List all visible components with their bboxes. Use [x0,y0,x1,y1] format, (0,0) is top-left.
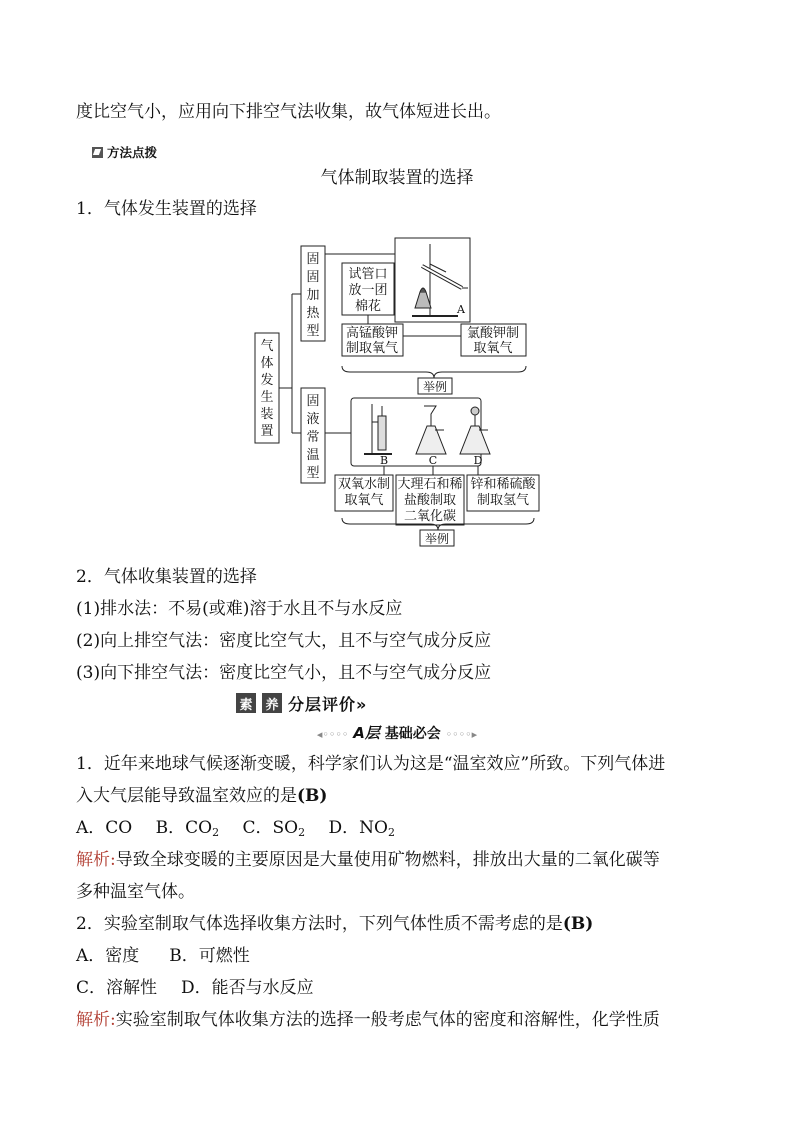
layer-right-dots: ◦◦◦◦▸ [445,728,478,741]
type1-char-3: 热 [306,306,320,321]
part2-heading: 2．气体收集装置的选择 [76,567,257,587]
q2-option-d: D．能否与水反应 [181,978,314,998]
root-char-0: 气 [260,339,274,354]
banner-char-1: 素 [236,693,256,713]
type1-char-0: 固 [306,252,320,267]
q2-option-a: A．密度 [76,946,140,966]
q1-option-b [156,817,219,844]
generator-diagram [250,236,550,552]
example5-line-1: 制取氢气 [476,493,530,508]
q1-option-a-letter: A． [76,818,106,838]
example-tag1: 举例 [422,380,448,394]
method-1: (1)排水法：不易(或难)溶于水且不与水反应 [76,599,403,619]
q1-option-c-sub: 2 [298,826,306,839]
example2-line-0: 氯酸钾制 [466,326,520,341]
example3-line-1: 取氧气 [344,493,384,508]
example2-line-1: 取氧气 [473,341,513,356]
example5-line-0: 锌和稀硫酸 [470,477,536,492]
q1-option-d-main: NO [359,818,388,838]
method-tag-label: 方法点拨 [107,145,158,160]
label-b: B [379,454,389,467]
q2-answer: (B) [562,914,594,934]
example1-line-1: 制取氧气 [345,341,399,356]
q1-option-a-main: CO [105,818,133,838]
type2-char-3: 温 [306,448,320,463]
section-title: 气体制取装置的选择 [320,168,474,188]
q1-analysis-line2: 多种温室气体。 [76,882,195,902]
root-char-5: 置 [260,424,274,439]
q1-options [76,817,413,844]
example-tag2: 举例 [424,532,450,546]
q1-analysis-line1 [76,849,660,871]
apparatus-bcd-frame [351,398,481,466]
q1-analysis-label: 解析: [76,850,116,870]
apparatus-c-drawing [416,406,446,454]
note-line-0: 试管口 [348,267,388,282]
type2-char-0: 固 [306,394,320,409]
q1-option-b-main: CO [185,818,213,838]
q2-analysis-label: 解析: [76,1010,116,1030]
type2-char-1: 液 [306,412,320,427]
q2-options-row1 [76,945,268,967]
apparatus-b-drawing [364,404,392,454]
example1-line-0: 高锰酸钾 [345,326,399,341]
method-2: (2)向上排空气法：密度比空气大，且不与空气成分反应 [76,631,492,651]
layer-heading [0,722,794,743]
label-c: C [428,454,438,467]
intro-line: 度比空气小，应用向下排空气法收集，故气体短进长出。 [76,102,501,122]
banner-text: 分层评价» [288,694,368,714]
example4-line-0: 大理石和稀 [397,477,463,492]
method-3: (3)向下排空气法：密度比空气小，且不与空气成分反应 [76,663,492,683]
note-line-2: 棉花 [354,299,382,314]
layer-left-dots: ◂◦◦◦◦ [316,728,349,741]
q2-analysis-text1: 实验室制取气体收集方法的选择一般考虑气体的密度和溶解性，化学性质 [115,1010,660,1030]
example4-line-1: 盐酸制取 [403,493,457,508]
q2-stem: 2．实验室制取气体选择收集方法时，下列气体性质不需考虑的是 [76,914,563,934]
root-char-4: 装 [260,407,274,422]
banner-char-2: 养 [262,693,282,713]
q1-option-c-letter: C． [242,818,273,838]
example4-line-2: 二氧化碳 [403,509,457,524]
layer-level: A层 [353,724,380,742]
section-banner [236,692,367,714]
q1-answer: (B) [297,786,328,806]
root-char-2: 发 [260,373,274,388]
q1-option-b-sub: 2 [212,826,220,839]
q1-option-b-letter: B． [155,818,186,838]
layer-text: 基础必会 [384,726,441,742]
q1-option-c-main: SO [272,818,299,838]
root-char-3: 生 [260,390,274,405]
example3-line-0: 双氧水制 [337,477,391,492]
q2-options-row2 [76,977,332,999]
type1-char-4: 型 [306,324,320,339]
root-char-1: 体 [260,356,274,371]
q1-option-d-sub: 2 [387,826,395,839]
label-d: D [473,454,483,467]
q2-option-b: B．可燃性 [169,946,250,966]
q2-line1 [76,913,593,935]
q2-option-c: C．溶解性 [76,978,158,998]
type2-char-4: 型 [306,466,320,481]
method-tag [92,143,157,161]
apparatus-d-drawing [460,407,490,454]
q1-stem-end: 入大气层能导致温室效应的是 [76,786,297,806]
type1-char-2: 加 [306,288,320,303]
q1-line1: 1．近年来地球气候逐渐变暖，科学家们认为这是“温室效应”所致。下列气体进 [76,754,666,774]
q1-option-d [329,817,395,844]
q1-option-a [76,817,132,839]
q2-analysis-line1 [76,1009,660,1031]
q1-line2 [76,785,327,807]
q1-analysis-text1: 导致全球变暖的主要原因是大量使用矿物燃料，排放出大量的二氧化碳等 [115,850,660,870]
q1-option-d-letter: D． [328,818,360,838]
type1-char-1: 固 [306,270,320,285]
type2-char-2: 常 [306,430,320,445]
method-tag-icon [92,147,103,158]
note-line-1: 放一团 [348,283,388,298]
q1-option-c [243,817,306,844]
part1-heading: 1．气体发生装置的选择 [76,199,257,219]
label-a: A [457,303,465,316]
